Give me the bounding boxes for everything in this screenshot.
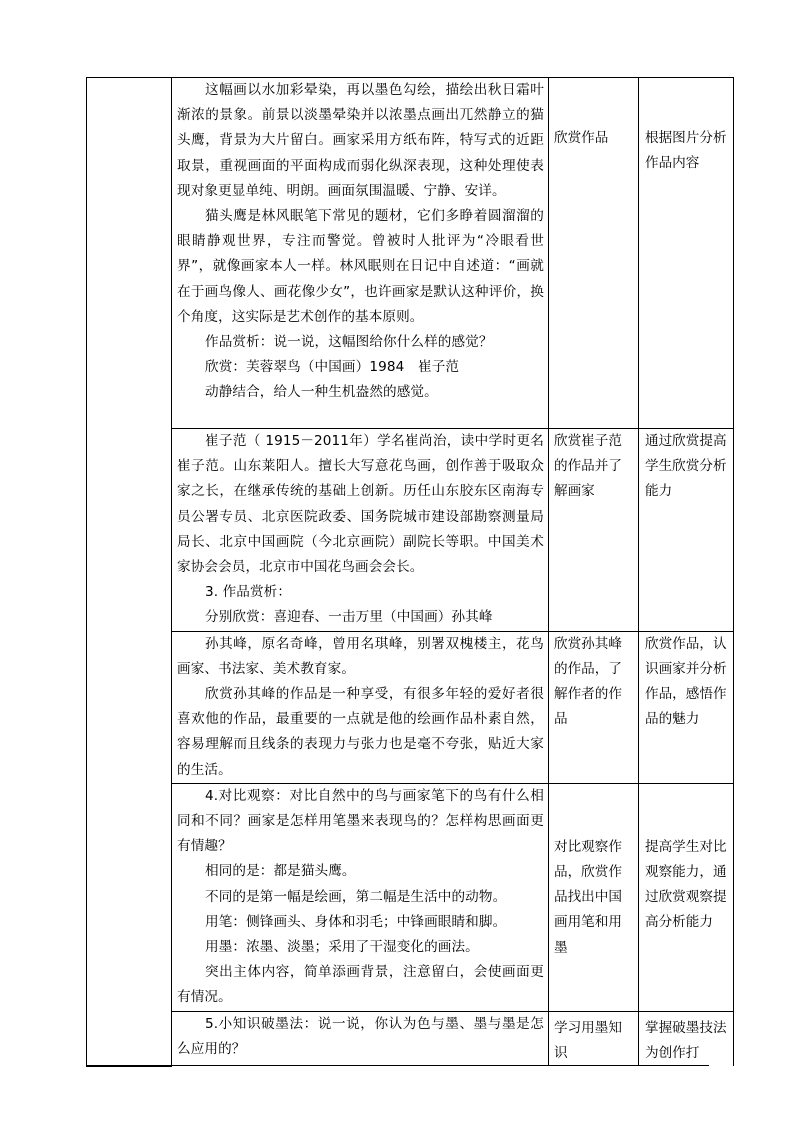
teaching-content-cell	[172, 1011, 549, 1066]
lesson-plan-table	[86, 77, 734, 1067]
teaching-content-cell	[172, 78, 549, 429]
student-activity-cell	[549, 78, 639, 429]
teaching-content-cell	[172, 429, 549, 632]
design-intent-cell	[639, 1011, 734, 1066]
table-row	[87, 1011, 734, 1066]
design-intent-text: 提高学生对比观察能力，通过欣赏观察提高分析能力	[645, 838, 727, 931]
paragraph: 4.对比观察：对比自然中的鸟与画家笔下的鸟有什么相同和不同？画家是怎样用笔墨来表现鸟的？怎样构思画面更有情趣？	[177, 787, 544, 855]
paragraph: 5.小知识破墨法：说一说，你认为色与墨、墨与墨是怎么应用的？	[177, 1015, 544, 1057]
design-intent-text: 掌握破墨技法为创作打	[645, 1019, 727, 1061]
paragraph: 用墨：浓墨、淡墨；采用了干湿变化的画法。	[205, 939, 479, 956]
design-intent-text: 通过欣赏提高学生欣赏分析能力	[645, 433, 727, 500]
student-activity-text: 欣赏崔子范的作品并了解画家	[554, 433, 622, 500]
design-intent-cell	[639, 429, 734, 632]
table-row	[87, 631, 734, 783]
teaching-content-cell	[172, 783, 549, 1011]
student-activity-cell	[549, 631, 639, 783]
student-activity-cell	[549, 429, 639, 632]
student-activity-text: 对比观察作品，欣赏作品找出中国画用笔和用墨	[554, 838, 622, 956]
design-intent-text: 欣赏作品，认识画家并分析作品，感悟作品的魅力	[645, 635, 727, 728]
student-activity-text: 欣赏作品	[554, 130, 609, 146]
design-intent-cell	[639, 78, 734, 429]
table-row	[87, 429, 734, 632]
paragraph: 用笔：侧锋画头、身体和羽毛；中锋画眼睛和脚。	[205, 913, 507, 930]
paragraph: 突出主体内容，简单添画背景，注意留白，会使画面更有情况。	[177, 964, 544, 1006]
paragraph: 动静结合，给人一种生机盎然的感觉。	[205, 384, 438, 401]
table-row	[87, 78, 734, 429]
paragraph: 分别欣赏：喜迎春、一击万里（中国画）孙其峰	[205, 609, 493, 626]
paragraph: 崔子范（ 1915－2011年）学名崔尚治，读中学时更名崔子范。山东莱阳人。擅长大写意花鸟画，创作善于吸取众家之长，在继承传统的基础上创新。历任山东胶东区南海专员公署专员、北京医院政委、国务院城市建设部勘察测量局局长、北京中国画院（今北京画院）副院长等职。中国美术家协会会员，北京市中国花鸟画会会长。	[177, 433, 544, 576]
paragraph: 相同的是：都是猫头鹰。	[205, 863, 356, 880]
paragraph: 欣赏孙其峰的作品是一种享受，有很多年轻的爱好者很喜欢他的作品，最重要的一点就是他的绘画作品朴素自然，容易理解而且线条的表现力与张力也是毫不夸张，贴近大家的生活。	[177, 686, 544, 778]
stage-column-cell	[87, 78, 172, 1067]
paragraph: 不同的是第一幅是绘画，第二幅是生活中的动物。	[205, 888, 507, 905]
design-intent-cell	[639, 631, 734, 783]
student-activity-text: 欣赏孙其峰的作品，了解作者的作品	[554, 635, 622, 728]
paragraph: 孙其峰，原名奇峰，曾用名琪峰，别署双槐楼主，花鸟画家、书法家、美术教育家。	[177, 635, 544, 677]
paragraph: 欣赏：芙蓉翠鸟（中国画）1984 崔子范	[205, 359, 460, 376]
student-activity-cell	[549, 783, 639, 1011]
paragraph: 作品赏析：说一说，这幅图给你什么样的感觉？	[205, 334, 493, 351]
student-activity-cell	[549, 1011, 639, 1066]
paragraph: 这幅画以水加彩晕染，再以墨色勾绘，描绘出秋日霜叶渐浓的景象。前景以淡墨晕染并以浓墨点画出兀然静立的猫头鹰，背景为大片留白。画家采用方纸布阵，特写式的近距取景，重视画面的平面构成而弱化纵深表现，这种处理使表现对象更显单纯、明朗。画面氛围温暖、宁静、安详。	[177, 82, 544, 199]
design-intent-text: 根据图片分析作品内容	[645, 130, 727, 172]
paragraph: 3. 作品赏析：	[205, 584, 292, 601]
table-row	[87, 783, 734, 1011]
student-activity-text: 学习用墨知识	[554, 1019, 622, 1061]
paragraph: 猫头鹰是林风眠笔下常见的题材，它们多睁着圆溜溜的眼睛静观世界，专注而警觉。曾被时人批评为“冷眼看世界”，就像画家本人一样。林风眠则在日记中自述道：“画就在于画鸟像人、画花像少女”，也许画家是默认这种评价，换个角度，这实际是艺术创作的基本原则。	[177, 208, 544, 325]
table-bottom-border	[86, 1065, 709, 1066]
design-intent-cell	[639, 783, 734, 1011]
teaching-content-cell	[172, 631, 549, 783]
